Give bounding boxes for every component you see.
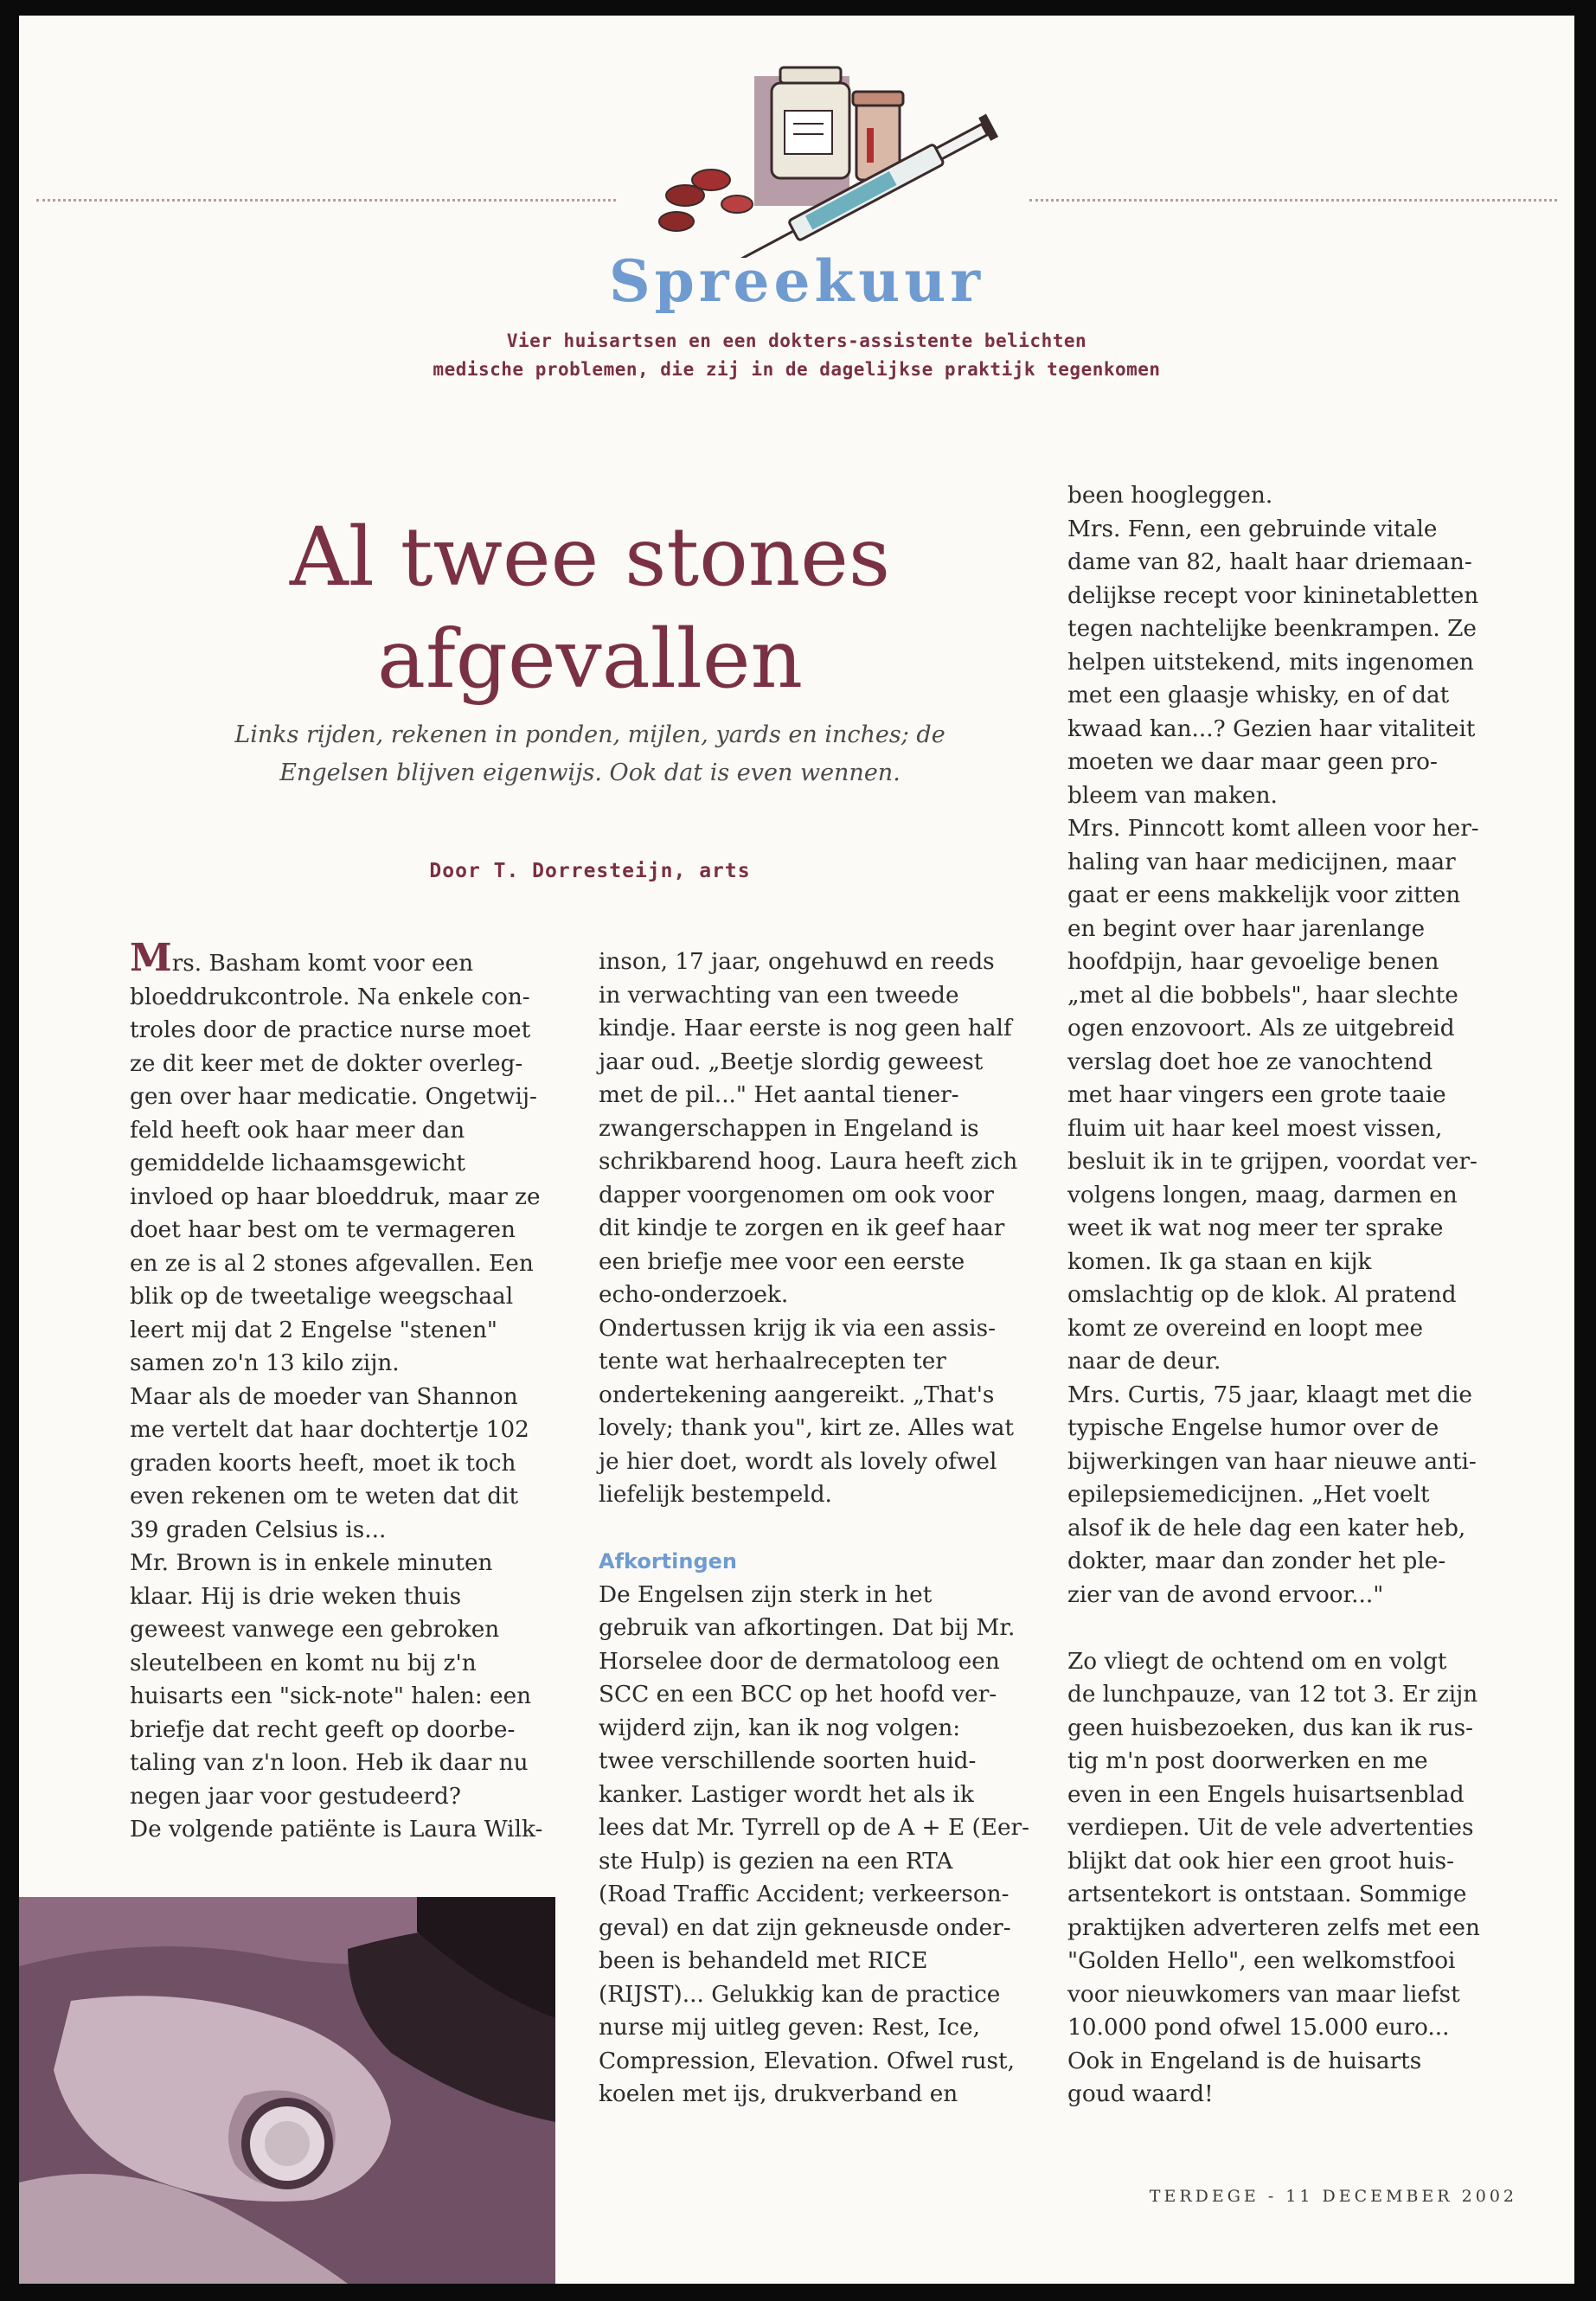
text-line: taling van z'n loon. Heb ik daar nu xyxy=(130,1750,529,1776)
text-line: leert mij dat 2 Engelse "stenen" xyxy=(130,1317,498,1343)
text-column-3 xyxy=(1067,479,1517,2112)
text-line: met de pil..." Het aantal tiener- xyxy=(599,1082,959,1108)
text-line: tig m'n post doorwerken en me xyxy=(1067,1748,1428,1774)
column-2-part-b xyxy=(599,1579,1048,2112)
text-line: en ze is al 2 stones afgevallen. Een xyxy=(130,1250,534,1277)
text-line: geen huisbezoeken, dus kan ik rus- xyxy=(1067,1715,1473,1741)
text-line: verdiepen. Uit de vele advertenties xyxy=(1067,1815,1474,1841)
magazine-page xyxy=(19,16,1574,2284)
column-3-part-a xyxy=(1067,479,1517,1612)
text-line: twee verschillende soorten huid- xyxy=(599,1748,977,1774)
text-line: een briefje mee voor een eerste xyxy=(599,1248,965,1275)
text-line: me vertelt dat haar dochtertje 102 xyxy=(130,1417,529,1443)
text-line: hoofdpijn, haar gevoelige benen xyxy=(1067,949,1439,975)
text-line: even in een Engels huisartsenblad xyxy=(1067,1781,1465,1808)
text-line: gemiddelde lichaamsgewicht xyxy=(130,1150,465,1176)
text-line: lovely; thank you", kirt ze. Alles wat xyxy=(599,1415,1014,1441)
text-line: De Engelsen zijn sterk in het xyxy=(599,1581,933,1608)
text-line: weet ik wat nog meer ter sprake xyxy=(1067,1215,1444,1241)
text-line: dokter, maar dan zonder het ple- xyxy=(1067,1548,1446,1574)
text-column-1 xyxy=(130,936,580,1847)
text-line: blik op de tweetalige weegschaal xyxy=(130,1284,514,1310)
text-line: wijderd zijn, kan ik nog volgen: xyxy=(599,1715,961,1741)
text-line: nurse mij uitleg geven: Rest, Ice, xyxy=(599,2015,980,2041)
text-line: Ook in Engeland is de huisarts xyxy=(1067,2048,1422,2074)
text-line: kindje. Haar eerste is nog geen half xyxy=(599,1016,1012,1042)
column-3-part-b xyxy=(1067,1645,1517,2112)
text-line: been is behandeld met RICE xyxy=(599,1948,928,1974)
text-line: bijwerkingen van haar nieuwe anti- xyxy=(1067,1448,1477,1475)
text-line: Horselee door de dermatoloog een xyxy=(599,1648,1000,1675)
text-line: met een glaasje whisky, en of dat xyxy=(1067,683,1450,708)
headline-line: afgevallen xyxy=(376,612,804,707)
text-line: Zo vliegt de ochtend om en volgt xyxy=(1067,1648,1447,1675)
text-line: je hier doet, wordt als lovely ofwel xyxy=(599,1448,997,1475)
text-line: epilepsiemedicijnen. „Het voelt xyxy=(1067,1482,1430,1508)
column-2-part-a xyxy=(599,945,1048,1512)
article-headline xyxy=(209,507,971,711)
blood-pressure-photo xyxy=(19,1897,555,2284)
text-line: blijkt dat ook hier een groot huis- xyxy=(1067,1848,1454,1875)
text-line: Mrs. Fenn, een gebruinde vitale xyxy=(1067,516,1438,542)
text-line: Ondertussen krijg ik via een assis- xyxy=(599,1315,996,1342)
drop-cap: M xyxy=(130,936,172,980)
text-line: SCC en een BCC op het hoofd ver- xyxy=(599,1682,997,1708)
text-line: fluim uit haar keel moest vissen, xyxy=(1067,1115,1443,1142)
text-line: gaat er eens makkelijk voor zitten xyxy=(1067,882,1461,908)
text-line: Mrs. Pinncott komt alleen voor her- xyxy=(1067,816,1479,842)
text-line: tegen nachtelijke beenkrampen. Ze xyxy=(1067,616,1477,642)
headline-line: Al twee stones xyxy=(289,510,891,605)
text-line: verslag doet hoe ze vanochtend xyxy=(1067,1048,1433,1075)
text-line: ste Hulp) is gezien na een RTA xyxy=(599,1848,953,1875)
section-heading-afkortingen: Afkortingen xyxy=(599,1549,737,1574)
text-line: feld heeft ook haar meer dan xyxy=(130,1117,465,1144)
text-line: schrikbarend hoog. Laura heeft zich xyxy=(599,1149,1018,1175)
text-line: 39 graden Celsius is... xyxy=(130,1516,387,1543)
intro-line: Engelsen blijven eigenwijs. Ook dat is even wennen. xyxy=(279,760,901,786)
text-line: ogen enzovoort. Als ze uitgebreid xyxy=(1067,1016,1455,1042)
text-line: typische Engelse humor over de xyxy=(1067,1415,1439,1441)
text-line: 10.000 pond ofwel 15.000 euro... xyxy=(1067,2015,1450,2041)
text-line: voor nieuwkomers van maar liefst xyxy=(1067,1981,1460,2008)
text-line: bloeddrukcontrole. Na enkele con- xyxy=(130,984,530,1010)
text-line: naar de deur. xyxy=(1067,1349,1221,1375)
text-line: samen zo'n 13 kilo zijn. xyxy=(130,1350,400,1376)
text-line: huisarts een "sick-note" halen: een xyxy=(130,1683,532,1709)
section-title: Spreekuur xyxy=(608,247,985,315)
text-line: tente wat herhaalrecepten ter xyxy=(599,1349,946,1375)
text-line: moeten we daar maar geen pro- xyxy=(1067,749,1438,775)
text-line: en begint over haar jarenlange xyxy=(1067,915,1426,942)
text-line: lees dat Mr. Tyrrell op de A + E (Eer- xyxy=(599,1815,1029,1841)
text-line: De volgende patiënte is Laura Wilk- xyxy=(130,1817,543,1843)
paragraph-gap xyxy=(599,1512,1048,1546)
section-subtitle xyxy=(19,327,1574,384)
text-column-2 xyxy=(599,945,1048,2112)
text-line: komen. Ik ga staan en kijk xyxy=(1067,1248,1372,1275)
text-line: echo-onderzoek. xyxy=(599,1282,789,1308)
article-byline: Door T. Dorresteijn, arts xyxy=(429,860,751,882)
text-line: invloed op haar bloeddruk, maar ze xyxy=(130,1183,541,1210)
text-line: zier van de avond ervoor..." xyxy=(1067,1581,1384,1608)
intro-line: Links rijden, rekenen in ponden, mijlen, yards en inches; de xyxy=(234,721,945,748)
text-line: kwaad kan...? Gezien haar vitaliteit xyxy=(1067,715,1476,742)
text-line: in verwachting van een tweede xyxy=(599,982,959,1009)
subtitle-line: medische problemen, die zij in de dagelijkse praktijk tegenkomen xyxy=(433,359,1161,380)
text-line: Mr. Brown is in enkele minuten xyxy=(130,1550,493,1576)
text-line: jaar oud. „Beetje slordig geweest xyxy=(599,1048,984,1075)
text-line: graden koorts heeft, moet ik toch xyxy=(130,1450,516,1477)
text-line: dame van 82, haalt haar driemaan- xyxy=(1067,549,1472,575)
article-intro xyxy=(192,716,988,792)
text-line: dapper voorgenomen om ook voor xyxy=(599,1182,994,1208)
text-line: klaar. Hij is drie weken thuis xyxy=(130,1583,462,1610)
text-line: bleem van maken. xyxy=(1067,782,1278,809)
text-line: zwangerschappen in Engeland is xyxy=(599,1115,979,1142)
text-line: goud waard! xyxy=(1067,2081,1214,2107)
text-line: komt ze overeind en loopt mee xyxy=(1067,1315,1424,1342)
page-footer: TERDEGE - 11 DECEMBER 2002 xyxy=(1149,2187,1517,2206)
subtitle-line: Vier huisartsen en een dokters-assistente belichten xyxy=(506,330,1087,351)
text-line: helpen uitstekend, mits ingenomen xyxy=(1067,649,1474,676)
text-line: omslachtig op de klok. Al pratend xyxy=(1067,1282,1457,1308)
text-line: geval) en dat zijn gekneusde onder- xyxy=(599,1914,1011,1941)
text-line: gen over haar medicatie. Ongetwij- xyxy=(130,1084,537,1110)
text-line: even rekenen om te weten dat dit xyxy=(130,1484,519,1509)
text-line: (RIJST)... Gelukkig kan de practice xyxy=(599,1981,1001,2008)
text-line: sleutelbeen en komt nu bij z'n xyxy=(130,1650,477,1676)
text-line: inson, 17 jaar, ongehuwd en reeds xyxy=(599,949,995,975)
text-line: kanker. Lastiger wordt het als ik xyxy=(599,1781,974,1808)
paragraph-gap xyxy=(1067,1612,1517,1645)
medicine-illustration xyxy=(625,50,1074,258)
text-line: Maar als de moeder van Shannon xyxy=(130,1383,518,1410)
text-line: briefje dat recht geeft op doorbe- xyxy=(130,1716,516,1743)
text-line: besluit ik in te grijpen, voordat ver- xyxy=(1067,1149,1477,1175)
text-line: volgens longen, maag, darmen en xyxy=(1067,1182,1458,1208)
text-line: haling van haar medicijnen, maar xyxy=(1067,849,1456,875)
text-line: "Golden Hello", een welkomstfooi xyxy=(1067,1948,1456,1974)
text-line: Compression, Elevation. Ofwel rust, xyxy=(599,2048,1015,2074)
text-line: delijkse recept voor kininetabletten xyxy=(1067,582,1479,609)
text-line: ondertekening aangereikt. „That's xyxy=(599,1381,995,1408)
text-line: alsof ik de hele dag een kater heb, xyxy=(1067,1515,1466,1541)
text-line: liefelijk bestempeld. xyxy=(599,1482,832,1508)
text-line: troles door de practice nurse moet xyxy=(130,1017,531,1043)
text-line: gebruik van afkortingen. Dat bij Mr. xyxy=(599,1615,1016,1641)
text-line: „met al die bobbels", haar slechte xyxy=(1067,982,1458,1009)
text-line: Mrs. Basham komt voor een xyxy=(130,936,474,980)
text-line: met haar vingers een grote taaie xyxy=(1067,1082,1446,1108)
header-rule-right xyxy=(1029,199,1557,202)
text-line: negen jaar voor gestudeerd? xyxy=(130,1783,461,1810)
text-line: ze dit keer met de dokter overleg- xyxy=(130,1050,523,1077)
text-line: (Road Traffic Accident; verkeerson- xyxy=(599,1881,1010,1907)
text-line: praktijken adverteren zelfs met een xyxy=(1067,1914,1480,1941)
text-line: Mrs. Curtis, 75 jaar, klaagt met die xyxy=(1067,1381,1472,1408)
text-line: artsentekort is ontstaan. Sommige xyxy=(1067,1881,1467,1907)
text-line: been hoogleggen. xyxy=(1067,483,1273,509)
text-line: geweest vanwege een gebroken xyxy=(130,1617,500,1643)
text-line: koelen met ijs, drukverband en xyxy=(599,2081,958,2107)
header-rule-left xyxy=(36,199,616,202)
text-line: de lunchpauze, van 12 tot 3. Er zijn xyxy=(1067,1682,1478,1708)
text-line: dit kindje te zorgen en ik geef haar xyxy=(599,1215,1005,1241)
text-line: doet haar best om te vermageren xyxy=(130,1217,516,1243)
